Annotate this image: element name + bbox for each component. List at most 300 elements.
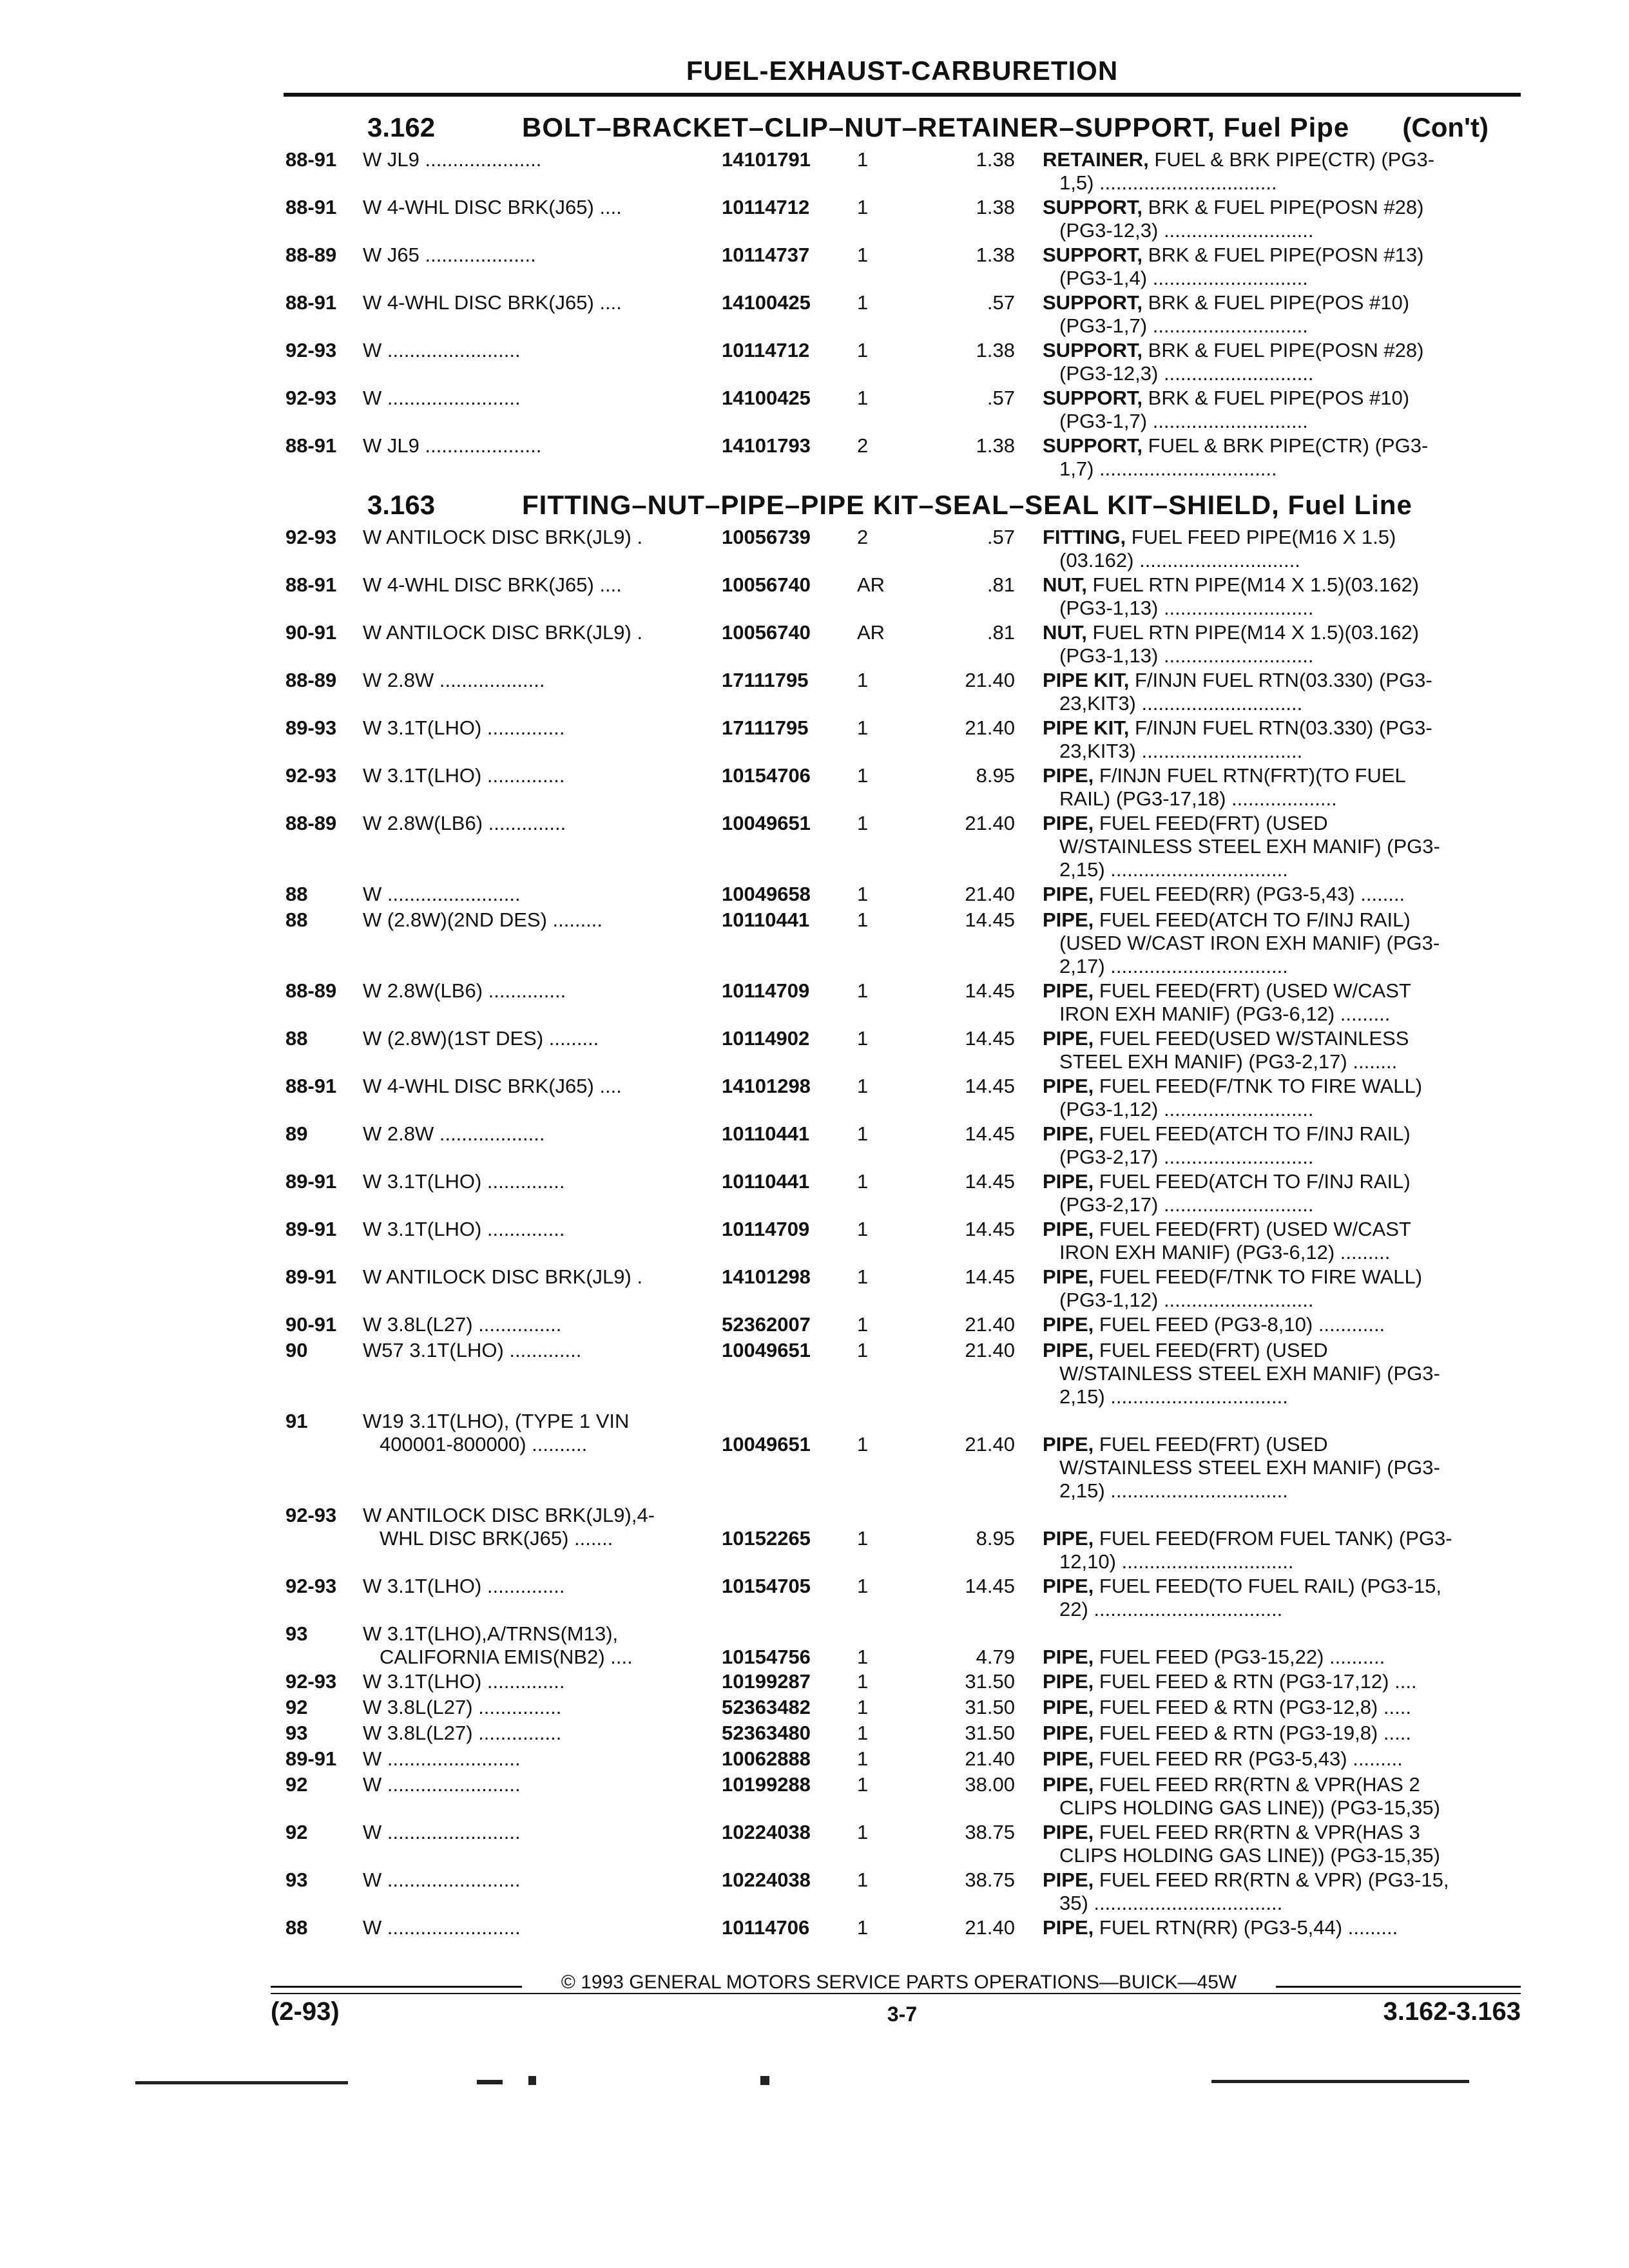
part-name-detail: BRK & FUEL PIPE(POS #10) bbox=[1142, 291, 1410, 314]
part-number: 10049658 bbox=[722, 883, 811, 905]
part-name-line bbox=[1043, 339, 1513, 362]
part-number: 14101298 bbox=[722, 1265, 811, 1288]
model-year: 92-93 bbox=[285, 1504, 337, 1526]
part-name-detail: FUEL & BRK PIPE(CTR) (PG3- bbox=[1148, 148, 1435, 171]
part-name-detail: FUEL RTN PIPE(M14 X 1.5)(03.162) bbox=[1086, 621, 1420, 644]
part-name bbox=[1043, 1646, 1513, 1669]
part-name bbox=[1043, 387, 1513, 433]
footer-copyright: © 1993 GENERAL MOTORS SERVICE PARTS OPERATIONS—BUICK—45W bbox=[561, 1972, 1237, 1993]
usage-description bbox=[363, 1122, 711, 1146]
part-name-line bbox=[1043, 1722, 1513, 1745]
quantity: 1 bbox=[857, 1722, 869, 1744]
model-year: 92 bbox=[285, 1821, 308, 1843]
usage-description bbox=[363, 1722, 711, 1745]
quantity: 1 bbox=[857, 244, 869, 266]
part-name-detail: FUEL FEED(FRT) (USED W/CAST bbox=[1094, 979, 1411, 1002]
scan-artifact bbox=[1211, 2080, 1469, 2083]
part-name-detail: FUEL FEED (PG3-8,10) ............ bbox=[1094, 1313, 1385, 1336]
usage-description bbox=[363, 148, 711, 171]
part-name-detail: FUEL FEED(FRT) (USED bbox=[1094, 1339, 1328, 1361]
quantity: 1 bbox=[857, 1821, 869, 1843]
part-number: 10154706 bbox=[722, 764, 811, 787]
part-name-line: 2,15) ................................ bbox=[1059, 1479, 1288, 1502]
model-year: 88 bbox=[285, 883, 308, 905]
usage-description-line: W 2.8W ................... bbox=[363, 669, 545, 691]
part-name-line: W/STAINLESS STEEL EXH MANIF) (PG3- bbox=[1059, 1456, 1440, 1479]
usage-description-line: W (2.8W)(1ST DES) ......... bbox=[363, 1027, 599, 1050]
part-name-line bbox=[1043, 1075, 1513, 1098]
part-name-line: STEEL EXH MANIF) (PG3-2,17) ........ bbox=[1059, 1050, 1398, 1073]
part-number: 17111795 bbox=[722, 716, 809, 739]
price: 31.50 bbox=[965, 1696, 1015, 1718]
usage-description bbox=[363, 244, 711, 267]
part-name-line bbox=[1043, 1696, 1513, 1719]
part-name-detail: F/INJN FUEL RTN(FRT)(TO FUEL bbox=[1094, 764, 1406, 787]
part-number: 10114709 bbox=[722, 1218, 810, 1240]
model-year: 88 bbox=[285, 1027, 308, 1050]
part-name-line: (USED W/CAST IRON EXH MANIF) (PG3- bbox=[1059, 932, 1440, 954]
section-title: BOLT–BRACKET–CLIP–NUT–RETAINER–SUPPORT, Fuel Pipe bbox=[522, 112, 1350, 142]
usage-description-line: W ........................ bbox=[363, 1747, 521, 1770]
part-number: 10056739 bbox=[722, 526, 811, 548]
usage-description bbox=[363, 716, 711, 740]
part-name bbox=[1043, 1916, 1513, 1939]
usage-description bbox=[363, 908, 711, 932]
part-name-line: (PG3-1,13) ........................... bbox=[1059, 597, 1314, 619]
usage-description bbox=[363, 1696, 711, 1719]
part-name bbox=[1043, 1075, 1513, 1121]
part-name-keyword: PIPE, bbox=[1043, 979, 1094, 1002]
price: .81 bbox=[987, 573, 1015, 596]
part-name-detail: FUEL FEED(RR) (PG3-5,43) ........ bbox=[1094, 883, 1405, 905]
usage-description bbox=[363, 1670, 711, 1693]
part-name bbox=[1043, 1122, 1513, 1169]
footer-rule-right bbox=[1276, 1986, 1521, 1988]
part-name-detail: FUEL RTN PIPE(M14 X 1.5)(03.162) bbox=[1086, 573, 1420, 596]
part-name bbox=[1043, 526, 1513, 572]
usage-description-line: W 3.8L(L27) ............... bbox=[363, 1696, 562, 1718]
page-header: FUEL-EXHAUST-CARBURETION bbox=[686, 55, 1119, 86]
part-name-line: 2,15) ................................ bbox=[1059, 858, 1288, 881]
usage-description bbox=[363, 526, 711, 549]
model-year: 89 bbox=[285, 1122, 308, 1145]
price: 21.40 bbox=[965, 1313, 1015, 1336]
part-number: 10049651 bbox=[722, 1433, 811, 1456]
quantity: 2 bbox=[857, 526, 869, 548]
part-name-line: CLIPS HOLDING GAS LINE)) (PG3-15,35) bbox=[1059, 1844, 1440, 1867]
price: 1.38 bbox=[976, 196, 1015, 218]
usage-description-line: W (2.8W)(2ND DES) ......... bbox=[363, 908, 603, 931]
part-name-keyword: PIPE, bbox=[1043, 1773, 1094, 1796]
usage-description-line: W 4-WHL DISC BRK(J65) .... bbox=[363, 573, 622, 596]
section-number: 3.162 bbox=[367, 112, 436, 142]
part-name-keyword: PIPE, bbox=[1043, 1670, 1094, 1693]
usage-description-line: W 4-WHL DISC BRK(J65) .... bbox=[363, 196, 622, 218]
header-rule bbox=[284, 93, 1521, 97]
part-number: 10114706 bbox=[722, 1916, 810, 1939]
quantity: 1 bbox=[857, 1339, 869, 1361]
price: 31.50 bbox=[965, 1670, 1015, 1693]
model-year: 89-91 bbox=[285, 1218, 337, 1240]
model-year: 88-91 bbox=[285, 434, 337, 457]
price: 14.45 bbox=[965, 1575, 1015, 1597]
part-name-line bbox=[1043, 291, 1513, 314]
part-name-line bbox=[1043, 1218, 1513, 1241]
part-name-keyword: PIPE KIT, bbox=[1043, 669, 1130, 691]
part-name-keyword: SUPPORT, bbox=[1043, 291, 1143, 314]
quantity: 1 bbox=[857, 979, 869, 1002]
usage-description bbox=[363, 196, 711, 219]
quantity: 1 bbox=[857, 1433, 869, 1456]
quantity: 1 bbox=[857, 1075, 869, 1097]
part-name-keyword: SUPPORT, bbox=[1043, 244, 1143, 266]
part-name-line: (PG3-1,12) ........................... bbox=[1059, 1098, 1314, 1120]
quantity: 1 bbox=[857, 908, 869, 931]
usage-description-line: W ........................ bbox=[363, 1869, 521, 1891]
section-heading bbox=[367, 490, 1521, 528]
usage-description bbox=[363, 1869, 711, 1892]
model-year: 90-91 bbox=[285, 1313, 337, 1336]
part-name-line bbox=[1043, 1670, 1513, 1693]
usage-description-line: W ........................ bbox=[363, 1773, 521, 1796]
usage-description-line: W 4-WHL DISC BRK(J65) .... bbox=[363, 291, 622, 314]
part-name-line: RAIL) (PG3-17,18) ................... bbox=[1059, 787, 1337, 810]
part-name-keyword: SUPPORT, bbox=[1043, 387, 1143, 409]
usage-description-line: W 3.1T(LHO) .............. bbox=[363, 764, 565, 787]
quantity: 1 bbox=[857, 1218, 869, 1240]
part-name-keyword: RETAINER, bbox=[1043, 148, 1149, 171]
footer-date: (2-93) bbox=[271, 1997, 340, 2026]
part-name-detail: FUEL FEED(ATCH TO F/INJ RAIL) bbox=[1094, 1122, 1411, 1145]
usage-description-line: W ........................ bbox=[363, 1821, 521, 1843]
usage-description bbox=[363, 291, 711, 314]
price: 1.38 bbox=[976, 339, 1015, 361]
usage-description-line: W 2.8W ................... bbox=[363, 1122, 545, 1145]
part-number: 10224038 bbox=[722, 1821, 811, 1843]
price: 38.00 bbox=[965, 1773, 1015, 1796]
footer-bottom-rule bbox=[271, 1993, 1521, 1994]
part-name bbox=[1043, 716, 1513, 763]
part-name-keyword: PIPE, bbox=[1043, 1722, 1094, 1744]
usage-description bbox=[363, 883, 711, 906]
usage-description bbox=[363, 573, 711, 597]
part-number: 10062888 bbox=[722, 1747, 811, 1770]
usage-description bbox=[363, 1075, 711, 1098]
price: 14.45 bbox=[965, 1170, 1015, 1193]
usage-description bbox=[363, 764, 711, 787]
part-number: 10110441 bbox=[722, 1170, 810, 1193]
part-name-keyword: NUT, bbox=[1043, 621, 1087, 644]
price: 14.45 bbox=[965, 908, 1015, 931]
part-name-keyword: PIPE, bbox=[1043, 1218, 1094, 1240]
part-name-line: (PG3-1,13) ........................... bbox=[1059, 644, 1314, 667]
usage-description bbox=[363, 812, 711, 835]
part-name-detail: FUEL FEED RR(RTN & VPR(HAS 3 bbox=[1094, 1821, 1420, 1843]
usage-description bbox=[363, 1410, 711, 1456]
footer-rule-left bbox=[271, 1986, 522, 1988]
part-name-line: (PG3-1,4) ............................ bbox=[1059, 267, 1308, 289]
usage-description bbox=[363, 1339, 711, 1362]
model-year: 92-93 bbox=[285, 1670, 337, 1693]
part-name-detail: FUEL FEED(FRT) (USED bbox=[1094, 812, 1328, 834]
quantity: 1 bbox=[857, 812, 869, 834]
part-name-line: IRON EXH MANIF) (PG3-6,12) ......... bbox=[1059, 1003, 1391, 1025]
usage-description-line: W ANTILOCK DISC BRK(JL9) . bbox=[363, 1265, 643, 1288]
part-name-detail: FUEL FEED(FRT) (USED bbox=[1094, 1433, 1328, 1456]
usage-description bbox=[363, 1916, 711, 1939]
section-title: FITTING–NUT–PIPE–PIPE KIT–SEAL–SEAL KIT–SHIELD, Fuel Line bbox=[522, 490, 1412, 520]
part-name-line bbox=[1043, 883, 1513, 906]
part-name-line bbox=[1043, 1527, 1513, 1550]
part-name-line: 23,KIT3) ............................. bbox=[1059, 740, 1303, 762]
quantity: 1 bbox=[857, 1916, 869, 1939]
part-name-line bbox=[1043, 1027, 1513, 1050]
part-name bbox=[1043, 148, 1513, 195]
part-name-detail: FUEL FEED RR(RTN & VPR) (PG3-15, bbox=[1094, 1869, 1449, 1891]
part-name-keyword: PIPE, bbox=[1043, 1265, 1094, 1288]
part-name-keyword: PIPE, bbox=[1043, 1313, 1094, 1336]
part-number: 52363480 bbox=[722, 1722, 811, 1744]
price: 8.95 bbox=[976, 764, 1015, 787]
quantity: 1 bbox=[857, 1670, 869, 1693]
usage-description-line: W ........................ bbox=[363, 339, 521, 361]
usage-description bbox=[363, 387, 711, 410]
part-number: 10049651 bbox=[722, 1339, 811, 1361]
part-name bbox=[1043, 1339, 1513, 1408]
price: 21.40 bbox=[965, 812, 1015, 834]
part-name-line: W/STAINLESS STEEL EXH MANIF) (PG3- bbox=[1059, 1362, 1440, 1385]
usage-description-line: CALIFORNIA EMIS(NB2) .... bbox=[380, 1646, 633, 1668]
quantity: 1 bbox=[857, 1313, 869, 1336]
usage-description bbox=[363, 1265, 711, 1289]
part-name-line bbox=[1043, 1339, 1513, 1362]
section-continued: (Con't) bbox=[1402, 112, 1489, 142]
quantity: 1 bbox=[857, 1527, 869, 1550]
quantity: 1 bbox=[857, 1170, 869, 1193]
model-year: 92-93 bbox=[285, 1575, 337, 1597]
usage-description-line: W ANTILOCK DISC BRK(JL9) . bbox=[363, 621, 643, 644]
model-year: 88-91 bbox=[285, 148, 337, 171]
part-name-line bbox=[1043, 434, 1513, 457]
price: 21.40 bbox=[965, 883, 1015, 905]
model-year: 89-91 bbox=[285, 1747, 337, 1770]
part-number: 10110441 bbox=[722, 908, 810, 931]
usage-description-line: WHL DISC BRK(J65) ....... bbox=[380, 1527, 613, 1550]
part-name bbox=[1043, 1722, 1513, 1745]
usage-description-line: W 3.1T(LHO) .............. bbox=[363, 1218, 565, 1240]
price: 4.79 bbox=[976, 1646, 1015, 1668]
model-year: 93 bbox=[285, 1722, 308, 1744]
usage-description bbox=[363, 1218, 711, 1241]
model-year: 92-93 bbox=[285, 526, 337, 548]
price: 21.40 bbox=[965, 669, 1015, 691]
part-name-detail: FUEL FEED(ATCH TO F/INJ RAIL) bbox=[1094, 908, 1411, 931]
scan-artifact bbox=[135, 2081, 348, 2084]
quantity: 1 bbox=[857, 1869, 869, 1891]
part-name-line bbox=[1043, 526, 1513, 549]
part-name-line bbox=[1043, 1313, 1513, 1336]
part-name-line bbox=[1043, 1916, 1513, 1939]
part-number: 10114712 bbox=[722, 339, 810, 361]
part-name bbox=[1043, 812, 1513, 881]
usage-description-line: W57 3.1T(LHO) ............. bbox=[363, 1339, 582, 1361]
usage-description bbox=[363, 434, 711, 457]
part-name-line bbox=[1043, 1869, 1513, 1892]
part-name bbox=[1043, 908, 1513, 978]
part-name-keyword: PIPE, bbox=[1043, 908, 1094, 931]
quantity: 1 bbox=[857, 1122, 869, 1145]
part-name-keyword: PIPE, bbox=[1043, 812, 1094, 834]
price: 31.50 bbox=[965, 1722, 1015, 1744]
usage-description bbox=[363, 1821, 711, 1844]
part-number: 10154756 bbox=[722, 1646, 811, 1668]
part-name bbox=[1043, 573, 1513, 620]
part-name-keyword: PIPE, bbox=[1043, 1696, 1094, 1718]
part-name-keyword: SUPPORT, bbox=[1043, 339, 1143, 361]
footer-section-ref: 3.162-3.163 bbox=[1383, 1997, 1521, 2026]
usage-description-line: W 3.1T(LHO) .............. bbox=[363, 1170, 565, 1193]
part-name bbox=[1043, 339, 1513, 385]
part-name-line bbox=[1043, 812, 1513, 835]
part-name-detail: FUEL & BRK PIPE(CTR) (PG3- bbox=[1142, 434, 1429, 457]
part-number: 10152265 bbox=[722, 1527, 811, 1550]
part-name bbox=[1043, 1670, 1513, 1693]
part-name-detail: BRK & FUEL PIPE(POSN #13) bbox=[1142, 244, 1424, 266]
price: 14.45 bbox=[965, 1122, 1015, 1145]
part-name-keyword: PIPE, bbox=[1043, 1433, 1094, 1456]
part-name bbox=[1043, 1170, 1513, 1216]
part-name bbox=[1043, 621, 1513, 668]
part-name-keyword: PIPE, bbox=[1043, 1075, 1094, 1097]
price: .57 bbox=[987, 387, 1015, 409]
quantity: 1 bbox=[857, 764, 869, 787]
part-name bbox=[1043, 434, 1513, 481]
part-name-keyword: PIPE, bbox=[1043, 1527, 1094, 1550]
part-name-line bbox=[1043, 979, 1513, 1003]
part-name bbox=[1043, 244, 1513, 290]
quantity: 1 bbox=[857, 669, 869, 691]
part-name-line bbox=[1043, 1773, 1513, 1796]
part-number: 10114737 bbox=[722, 244, 810, 266]
price: 21.40 bbox=[965, 716, 1015, 739]
part-number: 10199287 bbox=[722, 1670, 811, 1693]
price: 1.38 bbox=[976, 148, 1015, 171]
model-year: 92-93 bbox=[285, 339, 337, 361]
part-name-detail: FUEL FEED(ATCH TO F/INJ RAIL) bbox=[1094, 1170, 1411, 1193]
part-name bbox=[1043, 1869, 1513, 1915]
part-name bbox=[1043, 1027, 1513, 1073]
part-name bbox=[1043, 979, 1513, 1026]
part-name-detail: FUEL FEED & RTN (PG3-19,8) ..... bbox=[1094, 1722, 1411, 1744]
part-name-detail: BRK & FUEL PIPE(POS #10) bbox=[1142, 387, 1410, 409]
part-name-detail: F/INJN FUEL RTN(03.330) (PG3- bbox=[1129, 716, 1432, 739]
part-name-detail: FUEL FEED(F/TNK TO FIRE WALL) bbox=[1094, 1075, 1423, 1097]
price: .57 bbox=[987, 526, 1015, 548]
usage-description-line: W J65 .................... bbox=[363, 244, 536, 266]
part-name-line: 1,7) ................................ bbox=[1059, 457, 1277, 480]
part-name-keyword: PIPE, bbox=[1043, 1339, 1094, 1361]
part-name-detail: FUEL FEED(USED W/STAINLESS bbox=[1094, 1027, 1409, 1050]
quantity: AR bbox=[857, 573, 885, 596]
model-year: 88-89 bbox=[285, 669, 337, 691]
model-year: 88-89 bbox=[285, 812, 337, 834]
model-year: 88-91 bbox=[285, 1075, 337, 1097]
scan-artifact bbox=[477, 2080, 503, 2084]
part-name-line: IRON EXH MANIF) (PG3-6,12) ......... bbox=[1059, 1241, 1391, 1264]
usage-description-line: W ANTILOCK DISC BRK(JL9) . bbox=[363, 526, 643, 548]
part-name-line: (PG3-2,17) ........................... bbox=[1059, 1193, 1314, 1216]
part-name-detail: FUEL FEED(FROM FUEL TANK) (PG3- bbox=[1094, 1527, 1452, 1550]
usage-description-line: W 3.1T(LHO),A/TRNS(M13), bbox=[363, 1622, 619, 1645]
part-name-keyword: SUPPORT, bbox=[1043, 196, 1143, 218]
usage-description bbox=[363, 1622, 711, 1669]
model-year: 93 bbox=[285, 1622, 308, 1645]
part-name-detail: FUEL FEED & RTN (PG3-17,12) .... bbox=[1094, 1670, 1417, 1693]
part-name-keyword: PIPE, bbox=[1043, 1027, 1094, 1050]
part-name-keyword: FITTING, bbox=[1043, 526, 1126, 548]
part-name-keyword: PIPE, bbox=[1043, 1646, 1094, 1668]
part-name-keyword: PIPE, bbox=[1043, 1821, 1094, 1843]
quantity: 1 bbox=[857, 1265, 869, 1288]
quantity: 1 bbox=[857, 1696, 869, 1718]
price: 38.75 bbox=[965, 1821, 1015, 1843]
model-year: 88-91 bbox=[285, 196, 337, 218]
part-name-keyword: SUPPORT, bbox=[1043, 434, 1143, 457]
part-name-line: 12,10) ............................... bbox=[1059, 1550, 1294, 1573]
usage-description-line: W JL9 ..................... bbox=[363, 434, 542, 457]
part-name-line: (PG3-2,17) ........................... bbox=[1059, 1146, 1314, 1168]
quantity: 1 bbox=[857, 387, 869, 409]
part-name-line bbox=[1043, 1433, 1513, 1456]
usage-description bbox=[363, 669, 711, 692]
usage-description bbox=[363, 1027, 711, 1050]
part-name bbox=[1043, 764, 1513, 811]
model-year: 88-89 bbox=[285, 244, 337, 266]
part-number: 14100425 bbox=[722, 291, 811, 314]
price: 14.45 bbox=[965, 979, 1015, 1002]
quantity: 1 bbox=[857, 196, 869, 218]
part-name-detail: FUEL FEED RR (PG3-5,43) ......... bbox=[1094, 1747, 1403, 1770]
price: 14.45 bbox=[965, 1218, 1015, 1240]
price: 14.45 bbox=[965, 1265, 1015, 1288]
quantity: 1 bbox=[857, 1027, 869, 1050]
part-name-line: 2,15) ................................ bbox=[1059, 1385, 1288, 1408]
usage-description bbox=[363, 1575, 711, 1598]
part-number: 10199288 bbox=[722, 1773, 811, 1796]
part-name-line bbox=[1043, 621, 1513, 644]
usage-description-line: W ........................ bbox=[363, 1916, 521, 1939]
price: 21.40 bbox=[965, 1916, 1015, 1939]
part-name bbox=[1043, 1696, 1513, 1719]
price: 21.40 bbox=[965, 1339, 1015, 1361]
usage-description-line: W 2.8W(LB6) .............. bbox=[363, 812, 566, 834]
part-name-detail: FUEL RTN(RR) (PG3-5,44) ......... bbox=[1094, 1916, 1398, 1939]
part-name-line: CLIPS HOLDING GAS LINE)) (PG3-15,35) bbox=[1059, 1796, 1440, 1819]
part-name bbox=[1043, 883, 1513, 906]
part-name-detail: FUEL FEED PIPE(M16 X 1.5) bbox=[1126, 526, 1396, 548]
part-name-keyword: PIPE, bbox=[1043, 1747, 1094, 1770]
quantity: 1 bbox=[857, 883, 869, 905]
part-name-detail: BRK & FUEL PIPE(POSN #28) bbox=[1142, 339, 1424, 361]
model-year: 89-91 bbox=[285, 1265, 337, 1288]
model-year: 90 bbox=[285, 1339, 308, 1361]
usage-description-line: W 4-WHL DISC BRK(J65) .... bbox=[363, 1075, 622, 1097]
model-year: 90-91 bbox=[285, 621, 337, 644]
usage-description-line: W 3.1T(LHO) .............. bbox=[363, 1670, 565, 1693]
part-number: 52363482 bbox=[722, 1696, 811, 1718]
model-year: 93 bbox=[285, 1869, 308, 1891]
scan-artifact bbox=[760, 2076, 769, 2085]
